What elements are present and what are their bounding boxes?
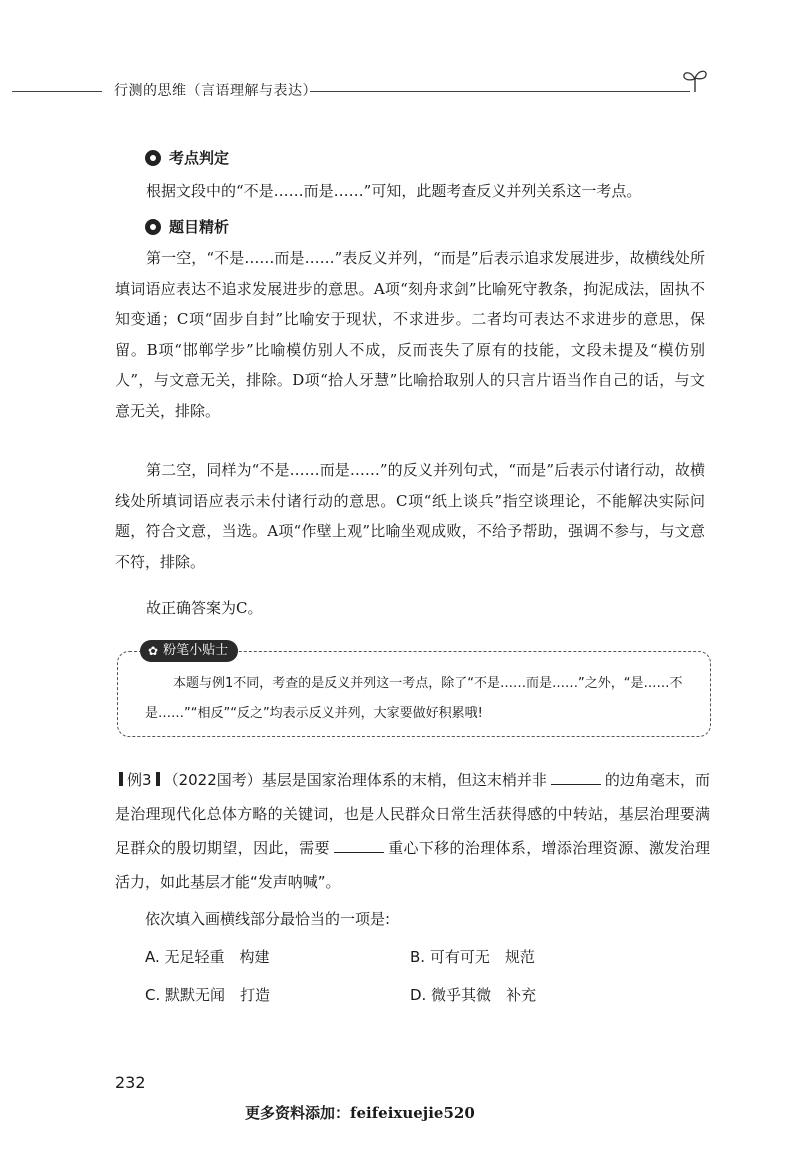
option-b: B. 可有可无 规范 bbox=[410, 948, 535, 966]
sprout-icon bbox=[680, 66, 710, 94]
label-bar-left bbox=[119, 772, 123, 786]
tip-text: 本题与例1不同，考查的是反义并列这一考点，除了“不是……而是……”之外，“是……不是……”“相反”“反之”均表示反义并列，大家要做好积累哦! bbox=[145, 676, 683, 721]
blank-2 bbox=[334, 840, 384, 853]
running-header bbox=[0, 72, 800, 112]
header-rule-right bbox=[310, 91, 690, 92]
tip-label-text: 粉笔小贴士 bbox=[163, 643, 229, 658]
header-title: 行测的思维（言语理解与表达） bbox=[114, 83, 317, 99]
question-part-1: 基层是国家治理体系的末梢，但这末梢并非 bbox=[261, 771, 547, 789]
section-heading-analysis-point bbox=[145, 147, 229, 168]
section1-text: 根据文段中的“不是……而是……”可知，此题考查反义并列关系这一考点。 bbox=[146, 182, 642, 200]
analysis-paragraph-1: 第一空，“不是……而是……”表反义并列，“而是”后表示追求发展进步，故横线处所填词语应表达不追求发展进步的意思。A项“刻舟求剑”比喻死守教条，拘泥成法，固执不知变通；C项“固步自封”比喻安于现状，不求进步。二者均可表达不求进步的意思，保留。B项“邯郸学步”比喻模仿别人不成，反而丧失了原有的技能，文段未提及“模仿别人”，与文意无关，排除。D项“拾人牙慧”比喻拾取别人的只言片语当作自己的话，与文意无关，排除。 bbox=[115, 249, 705, 420]
label-bar-right bbox=[156, 772, 160, 786]
header-rule-left bbox=[12, 91, 102, 92]
question-stem bbox=[115, 763, 710, 899]
option-a: A. 无足轻重 构建 bbox=[145, 948, 270, 966]
blank-1 bbox=[551, 772, 601, 785]
question-part-2: 的边角毫末，而是治理现代化总体方略的关键词，也是人民群众日常生活获得感的中转站，基层治理要满足群众的殷切期望，因此，需要 bbox=[115, 771, 710, 857]
footer-contact: 更多资料添加：feifeixuejie520 bbox=[245, 1104, 475, 1122]
analysis-paragraph-2: 第二空，同样为“不是……而是……”的反义并列句式，“而是”后表示付诸行动，故横线处所填词语应表示未付诸行动的意思。C项“纸上谈兵”指空谈理论，不能解决实际问题，符合文意，当选。A项“作壁上观”比喻坐观成败，不给予帮助，强调不参与，与文意不符，排除。 bbox=[115, 461, 705, 571]
question-source: （2022国考） bbox=[163, 771, 262, 789]
option-c: C. 默默无闻 打造 bbox=[145, 986, 271, 1004]
tip-label bbox=[140, 640, 238, 662]
option-d: D. 微乎其微 补充 bbox=[410, 986, 537, 1004]
section-heading-label: 考点判定 bbox=[169, 149, 230, 167]
question-part-3: 重心下移的治理体系，增添治理资源、激发治理活力，如此基层才能“发声呐喊”。 bbox=[115, 839, 710, 891]
magnifier-icon bbox=[145, 219, 161, 235]
page-number: 232 bbox=[115, 1073, 146, 1092]
question-label: 例3 bbox=[127, 771, 152, 789]
section-heading-question-analysis bbox=[145, 216, 229, 237]
answer-line: 故正确答案为C。 bbox=[146, 599, 263, 617]
question-prompt: 依次填入画横线部分最恰当的一项是: bbox=[145, 910, 391, 928]
section-heading-label: 题目精析 bbox=[169, 218, 230, 236]
target-icon bbox=[145, 150, 161, 166]
sprout-icon: ✿ bbox=[148, 644, 159, 658]
